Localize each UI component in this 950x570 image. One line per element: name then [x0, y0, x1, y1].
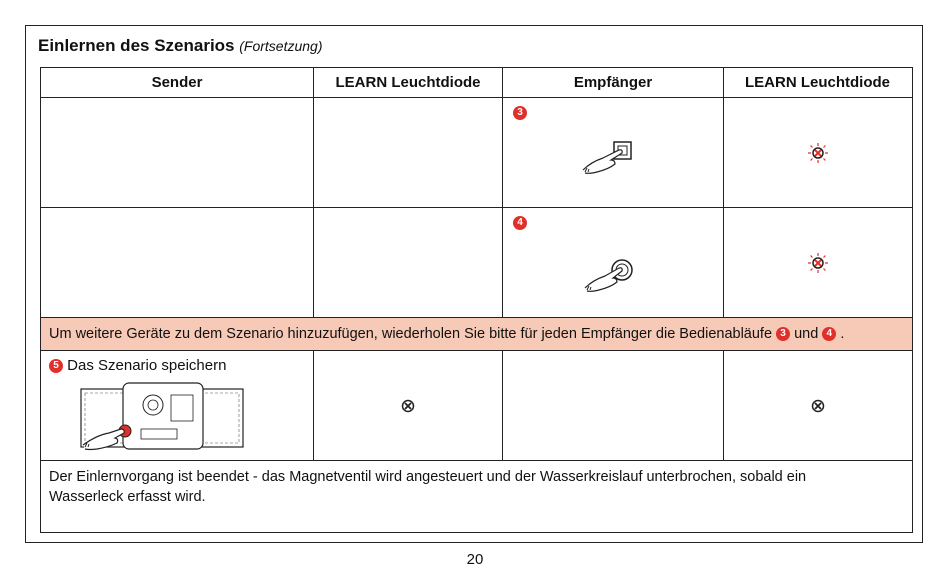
sender-cell: [41, 208, 314, 317]
step-5-badge: 5: [49, 359, 63, 373]
led-cell: [314, 208, 503, 317]
title-suffix: (Fortsetzung): [239, 38, 323, 54]
led-cell: [724, 208, 911, 317]
table-row-step-3: [41, 98, 912, 208]
page-number: 20: [466, 551, 484, 568]
receiver-cell: [503, 351, 724, 460]
finger-press-round-button-icon: [583, 256, 635, 296]
header-sender: Sender: [41, 68, 314, 97]
completion-note: [41, 461, 912, 532]
step-3-badge: 3: [513, 106, 527, 120]
device-module-icon: [79, 381, 245, 453]
led-blinking-red-icon: [807, 142, 829, 164]
header-empfaenger: Empfänger: [503, 68, 724, 97]
led-cell: [724, 351, 911, 460]
table-header-row: [41, 68, 912, 98]
instruction-table: [40, 67, 913, 533]
page-title: [38, 36, 323, 56]
step-5-text: Das Szenario speichern: [67, 357, 227, 374]
receiver-cell: [503, 98, 724, 207]
led-cell: [314, 98, 503, 207]
repeat-steps-note: [41, 318, 912, 351]
note-text: Um weitere Geräte zu dem Szenario hinzuzufügen, wiederholen Sie bitte für jeden Empfänger die Bedienabläufe: [49, 326, 773, 342]
sender-cell: [41, 98, 314, 207]
header-learn-led-2: LEARN Leuchtdiode: [745, 74, 890, 91]
title-text: Einlernen des Szenarios: [38, 36, 235, 55]
led-off-icon: [401, 399, 415, 413]
sender-cell: [41, 351, 314, 460]
led-blinking-red-icon: [807, 252, 829, 274]
step-4-badge: 4: [513, 216, 527, 230]
led-cell: [724, 98, 911, 207]
note-badge-4: 4: [822, 327, 836, 341]
finger-press-square-button-icon: [581, 138, 633, 178]
led-cell: [314, 351, 503, 460]
table-row-step-5: [41, 351, 912, 461]
receiver-cell: [503, 208, 724, 317]
completion-line-2: Wasserleck erfasst wird.: [49, 489, 206, 505]
header-learn-led-1: LEARN Leuchtdiode: [314, 68, 503, 97]
table-row-step-4: [41, 208, 912, 318]
step-5-label: [49, 357, 226, 374]
completion-line-1: Der Einlernvorgang ist beendet - das Magnetventil wird angesteuert und der Wasserkreislauf unterbrochen, sobald ein: [49, 469, 807, 485]
page-frame: [25, 25, 923, 543]
note-badge-3: 3: [776, 327, 790, 341]
led-off-icon: [811, 399, 825, 413]
note-and: und: [794, 326, 819, 342]
note-end: .: [840, 326, 845, 342]
